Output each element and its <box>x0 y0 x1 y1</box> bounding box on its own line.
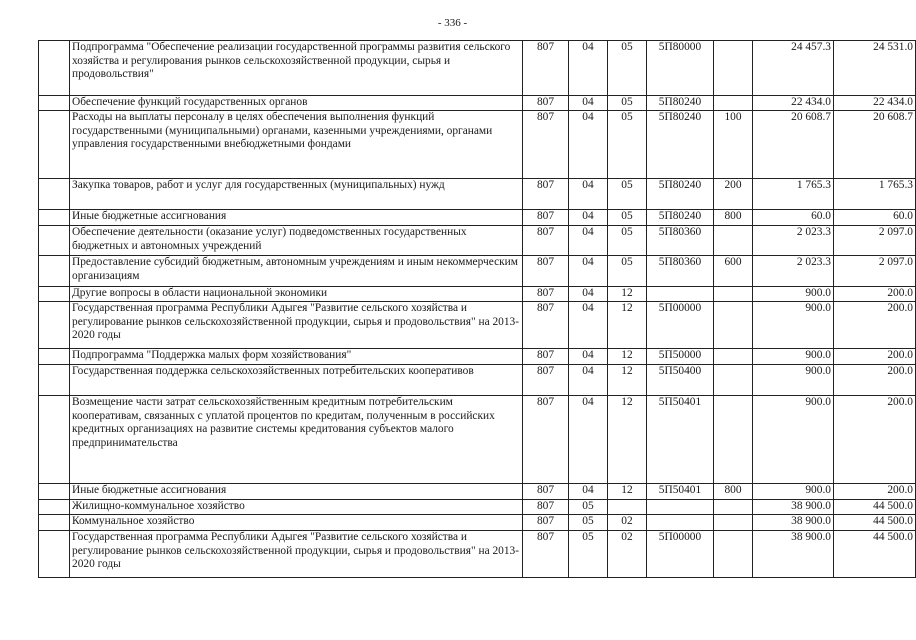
sum-year1-cell: 2 023.3 <box>753 256 834 287</box>
sum-year1-cell: 900.0 <box>753 287 834 302</box>
pr-cell: 12 <box>608 287 647 302</box>
table-row <box>39 256 916 287</box>
ved-cell: 807 <box>523 515 569 531</box>
budget-table-body <box>39 41 916 578</box>
ved-cell: 807 <box>523 256 569 287</box>
row-marker-cell <box>39 302 70 349</box>
row-name-cell: Подпрограмма "Обеспечение реализации государственной программы развития сельского хозяйства и регулирования рынков сельскохозяйственной продукции, сырья и продовольствия" <box>70 41 523 96</box>
vr-cell <box>714 302 753 349</box>
pr-cell: 05 <box>608 111 647 179</box>
row-name-cell: Подпрограмма "Поддержка малых форм хозяйствования" <box>70 349 523 365</box>
rz-cell: 04 <box>569 256 608 287</box>
row-name-cell: Закупка товаров, работ и услуг для государственных (муниципальных) нужд <box>70 179 523 210</box>
sum-year2-cell: 44 500.0 <box>834 500 916 515</box>
sum-year1-cell: 900.0 <box>753 349 834 365</box>
pr-cell: 05 <box>608 96 647 111</box>
vr-cell <box>714 287 753 302</box>
ved-cell: 807 <box>523 179 569 210</box>
sum-year1-cell: 60.0 <box>753 210 834 226</box>
row-name-cell: Коммунальное хозяйство <box>70 515 523 531</box>
csr-cell <box>647 500 714 515</box>
csr-cell: 5П50401 <box>647 484 714 500</box>
ved-cell: 807 <box>523 287 569 302</box>
rz-cell: 04 <box>569 396 608 484</box>
sum-year1-cell: 900.0 <box>753 396 834 484</box>
sum-year1-cell: 38 900.0 <box>753 515 834 531</box>
vr-cell <box>714 365 753 396</box>
pr-cell: 12 <box>608 349 647 365</box>
rz-cell: 04 <box>569 349 608 365</box>
sum-year1-cell: 24 457.3 <box>753 41 834 96</box>
sum-year2-cell: 24 531.0 <box>834 41 916 96</box>
table-row <box>39 365 916 396</box>
pr-cell: 02 <box>608 515 647 531</box>
vr-cell: 100 <box>714 111 753 179</box>
vr-cell <box>714 226 753 256</box>
row-name-cell: Жилищно-коммунальное хозяйство <box>70 500 523 515</box>
row-name-cell: Расходы на выплаты персоналу в целях обеспечения выполнения функций государственными (муниципальными) органами, казенными учреждениями, органами управления государственными внебюджетными фондами <box>70 111 523 179</box>
pr-cell: 05 <box>608 210 647 226</box>
csr-cell: 5П00000 <box>647 531 714 578</box>
rz-cell: 04 <box>569 111 608 179</box>
row-marker-cell <box>39 365 70 396</box>
rz-cell: 04 <box>569 302 608 349</box>
sum-year2-cell: 200.0 <box>834 365 916 396</box>
csr-cell: 5П50401 <box>647 396 714 484</box>
sum-year1-cell: 38 900.0 <box>753 500 834 515</box>
row-marker-cell <box>39 179 70 210</box>
row-name-cell: Возмещение части затрат сельскохозяйственным кредитным потребительским кооперативам, связанных с уплатой процентов по кредитам, полученным в российских кредитных организациях на развитие системы кредитования субъектов малого предпринимательства <box>70 396 523 484</box>
row-marker-cell <box>39 349 70 365</box>
ved-cell: 807 <box>523 349 569 365</box>
pr-cell: 02 <box>608 531 647 578</box>
sum-year2-cell: 200.0 <box>834 302 916 349</box>
pr-cell: 05 <box>608 226 647 256</box>
row-marker-cell <box>39 226 70 256</box>
row-name-cell: Предоставление субсидий бюджетным, автономным учреждениям и иным некоммерческим организациям <box>70 256 523 287</box>
row-marker-cell <box>39 515 70 531</box>
ved-cell: 807 <box>523 226 569 256</box>
vr-cell: 800 <box>714 484 753 500</box>
row-name-cell: Государственная программа Республики Адыгея "Развитие сельского хозяйства и регулирование рынков сельскохозяйственной продукции, сырья и продовольствия" на 2013-2020 годы <box>70 531 523 578</box>
vr-cell <box>714 531 753 578</box>
table-row <box>39 111 916 179</box>
sum-year2-cell: 2 097.0 <box>834 226 916 256</box>
pr-cell: 12 <box>608 365 647 396</box>
rz-cell: 04 <box>569 96 608 111</box>
row-name-cell: Иные бюджетные ассигнования <box>70 484 523 500</box>
sum-year1-cell: 20 608.7 <box>753 111 834 179</box>
vr-cell: 200 <box>714 179 753 210</box>
csr-cell: 5П50000 <box>647 349 714 365</box>
vr-cell: 600 <box>714 256 753 287</box>
row-marker-cell <box>39 500 70 515</box>
sum-year2-cell: 200.0 <box>834 287 916 302</box>
sum-year2-cell: 2 097.0 <box>834 256 916 287</box>
row-marker-cell <box>39 256 70 287</box>
row-name-cell: Государственная программа Республики Адыгея "Развитие сельского хозяйства и регулирование рынков сельскохозяйственной продукции, сырья и продовольствия" на 2013-2020 годы <box>70 302 523 349</box>
table-row <box>39 96 916 111</box>
ved-cell: 807 <box>523 96 569 111</box>
table-row <box>39 41 916 96</box>
table-row <box>39 484 916 500</box>
vr-cell <box>714 396 753 484</box>
sum-year2-cell: 200.0 <box>834 349 916 365</box>
ved-cell: 807 <box>523 210 569 226</box>
csr-cell: 5П80240 <box>647 210 714 226</box>
row-name-cell: Иные бюджетные ассигнования <box>70 210 523 226</box>
ved-cell: 807 <box>523 302 569 349</box>
table-row <box>39 226 916 256</box>
pr-cell: 05 <box>608 41 647 96</box>
vr-cell <box>714 515 753 531</box>
vr-cell <box>714 349 753 365</box>
ved-cell: 807 <box>523 531 569 578</box>
sum-year1-cell: 900.0 <box>753 302 834 349</box>
csr-cell: 5П80240 <box>647 179 714 210</box>
rz-cell: 04 <box>569 365 608 396</box>
sum-year1-cell: 22 434.0 <box>753 96 834 111</box>
vr-cell <box>714 41 753 96</box>
table-row <box>39 531 916 578</box>
row-marker-cell <box>39 531 70 578</box>
csr-cell: 5П00000 <box>647 302 714 349</box>
row-name-cell: Государственная поддержка сельскохозяйственных потребительских кооперативов <box>70 365 523 396</box>
sum-year2-cell: 44 500.0 <box>834 531 916 578</box>
rz-cell: 04 <box>569 484 608 500</box>
csr-cell: 5П80240 <box>647 111 714 179</box>
csr-cell: 5П80360 <box>647 256 714 287</box>
table-row <box>39 287 916 302</box>
sum-year2-cell: 60.0 <box>834 210 916 226</box>
csr-cell <box>647 287 714 302</box>
row-marker-cell <box>39 210 70 226</box>
ved-cell: 807 <box>523 500 569 515</box>
sum-year2-cell: 44 500.0 <box>834 515 916 531</box>
row-marker-cell <box>39 96 70 111</box>
vr-cell <box>714 500 753 515</box>
pr-cell: 05 <box>608 179 647 210</box>
rz-cell: 05 <box>569 531 608 578</box>
sum-year1-cell: 900.0 <box>753 484 834 500</box>
rz-cell: 04 <box>569 179 608 210</box>
sum-year2-cell: 22 434.0 <box>834 96 916 111</box>
row-marker-cell <box>39 396 70 484</box>
row-name-cell: Обеспечение деятельности (оказание услуг) подведомственных государственных бюджетных и автономных учреждений <box>70 226 523 256</box>
table-row <box>39 179 916 210</box>
ved-cell: 807 <box>523 365 569 396</box>
sum-year2-cell: 200.0 <box>834 484 916 500</box>
rz-cell: 04 <box>569 210 608 226</box>
sum-year1-cell: 1 765.3 <box>753 179 834 210</box>
table-row <box>39 396 916 484</box>
rz-cell: 04 <box>569 226 608 256</box>
csr-cell: 5П80000 <box>647 41 714 96</box>
sum-year1-cell: 2 023.3 <box>753 226 834 256</box>
rz-cell: 04 <box>569 41 608 96</box>
row-marker-cell <box>39 287 70 302</box>
csr-cell <box>647 515 714 531</box>
vr-cell: 800 <box>714 210 753 226</box>
table-row <box>39 515 916 531</box>
budget-table <box>38 40 916 578</box>
pr-cell: 12 <box>608 396 647 484</box>
pr-cell: 12 <box>608 484 647 500</box>
rz-cell: 04 <box>569 287 608 302</box>
csr-cell: 5П50400 <box>647 365 714 396</box>
sum-year1-cell: 900.0 <box>753 365 834 396</box>
ved-cell: 807 <box>523 484 569 500</box>
ved-cell: 807 <box>523 111 569 179</box>
table-row <box>39 500 916 515</box>
row-name-cell: Обеспечение функций государственных органов <box>70 96 523 111</box>
table-row <box>39 210 916 226</box>
rz-cell: 05 <box>569 500 608 515</box>
row-name-cell: Другие вопросы в области национальной экономики <box>70 287 523 302</box>
sum-year2-cell: 200.0 <box>834 396 916 484</box>
pr-cell <box>608 500 647 515</box>
vr-cell <box>714 96 753 111</box>
row-marker-cell <box>39 111 70 179</box>
sum-year2-cell: 20 608.7 <box>834 111 916 179</box>
pr-cell: 12 <box>608 302 647 349</box>
csr-cell: 5П80240 <box>647 96 714 111</box>
csr-cell: 5П80360 <box>647 226 714 256</box>
page-number: - 336 - <box>437 17 468 29</box>
sum-year2-cell: 1 765.3 <box>834 179 916 210</box>
ved-cell: 807 <box>523 41 569 96</box>
sum-year1-cell: 38 900.0 <box>753 531 834 578</box>
pr-cell: 05 <box>608 256 647 287</box>
row-marker-cell <box>39 41 70 96</box>
table-row <box>39 349 916 365</box>
row-marker-cell <box>39 484 70 500</box>
table-row <box>39 302 916 349</box>
rz-cell: 05 <box>569 515 608 531</box>
ved-cell: 807 <box>523 396 569 484</box>
